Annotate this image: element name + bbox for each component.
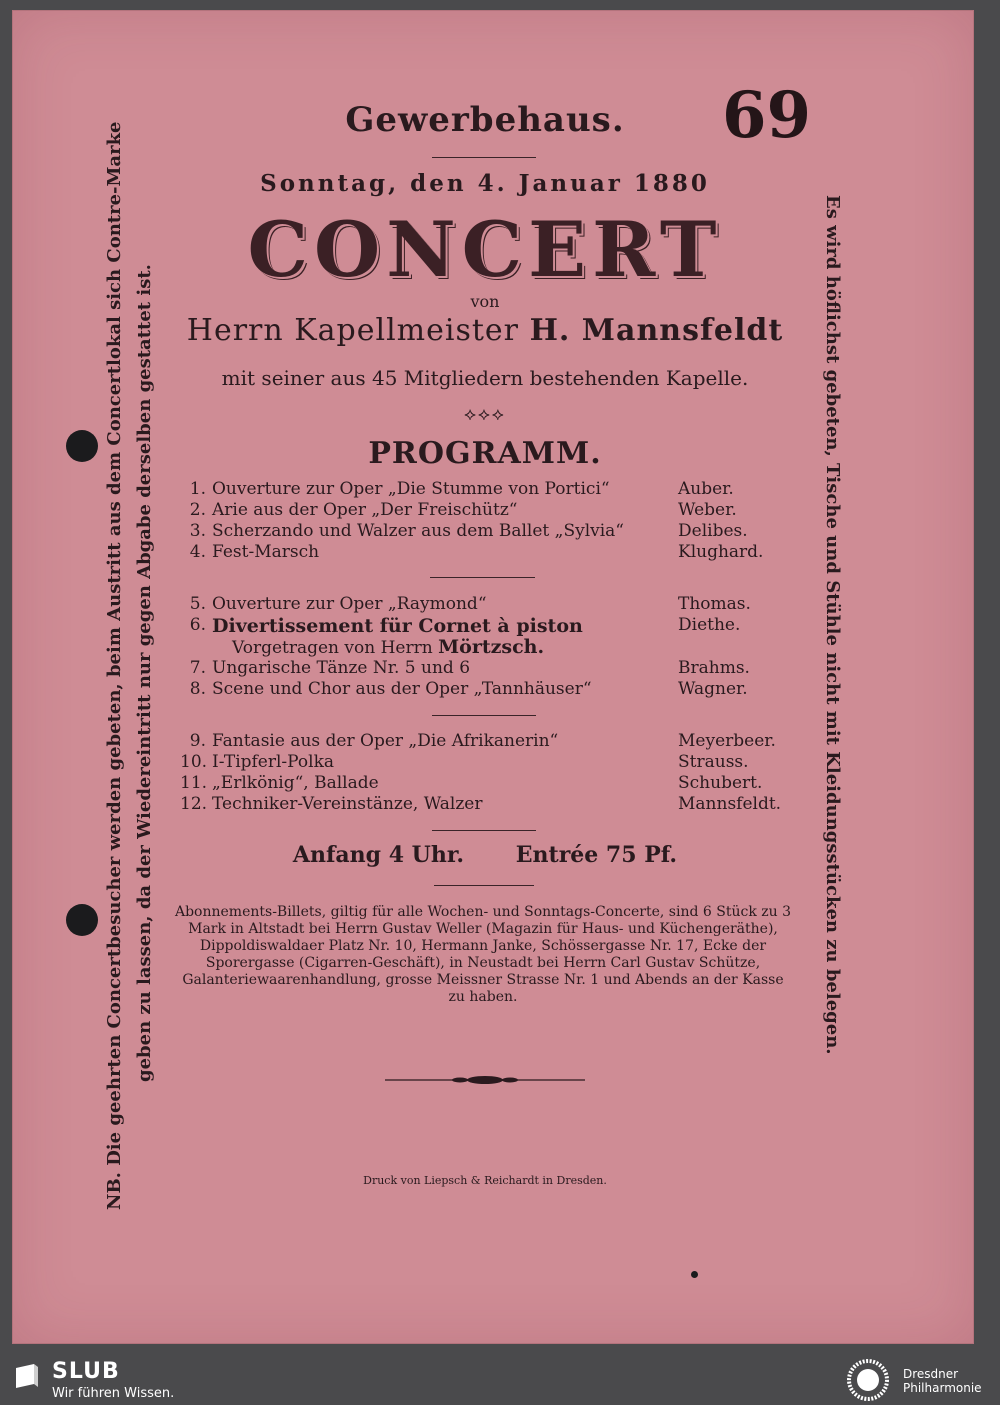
item-title: Ouverture zur Oper „Raymond“ [212, 594, 487, 614]
orchestra-line: mit seiner aus 45 Mitgliedern bestehenden Kapelle. [221, 366, 749, 390]
footer-bar [0, 1355, 1000, 1405]
item-title: Divertissement für Cornet à piston [212, 615, 583, 637]
item-number: 10. [180, 752, 208, 772]
philharmonie-logo-icon [842, 1358, 894, 1402]
concert-date: Sonntag, den 4. Januar 1880 [260, 170, 710, 197]
item-composer: Wagner. [678, 679, 748, 699]
item-number: 6. [189, 615, 206, 635]
subscription-note: Abonnements-Billets, giltig für alle Wochen- und Sonntags-Concerte, sind 6 Stück zu 3 Mark in Altstadt bei Herrn Gustav Weller (Magazin für Haus- und Küchengeräthe), Dippoldiswaldaer Platz Nr. 10, Hermann Janke, Schössergasse Nr. 17, Ecke der Sporergasse (Cigarren-Geschäft), in Neustadt bei Herrn Carl Gustav Schütze, Galanteriewaarenhandlung, grosse Meissner Strasse Nr. 1 und Abends an der Kasse zu haben. [174, 904, 791, 1005]
item-title: Ouverture zur Oper „Die Stumme von Portici“ [212, 479, 610, 499]
program-item [180, 731, 790, 753]
item-composer: Brahms. [678, 658, 750, 678]
entry-price: Entrée 75 Pf. [515, 842, 678, 868]
item-composer: Diethe. [678, 615, 741, 635]
item-number: 4. [189, 542, 206, 562]
item-title: Scene und Chor aus der Oper „Tannhäuser“ [212, 679, 592, 699]
item-title: Ungarische Tänze Nr. 5 und 6 [212, 658, 471, 678]
divider [430, 577, 535, 578]
program-item [180, 542, 790, 564]
printer-credit: Druck von Liepsch & Reichardt in Dresden. [363, 1174, 607, 1187]
bottom-ornament [380, 1070, 590, 1094]
item-number: 9. [189, 731, 206, 751]
venue-title: Gewerbehaus. [345, 100, 625, 140]
programm-title: PROGRAMM. [368, 436, 602, 471]
item-title: I-Tipferl-Polka [212, 752, 335, 772]
divider [432, 157, 536, 158]
program-item [180, 500, 790, 522]
item-composer: Klughard. [678, 542, 764, 562]
slub-logo-icon [14, 1362, 40, 1392]
soloist-name: Mörtzsch. [438, 636, 545, 658]
flourish-icon [380, 1070, 590, 1090]
conductor-prefix: Herrn Kapellmeister [186, 313, 520, 348]
item-composer: Schubert. [678, 773, 763, 793]
item-number: 8. [189, 679, 206, 699]
conductor-name: H. Mannsfeldt [529, 313, 784, 348]
partner-line: Philharmonie [903, 1381, 982, 1395]
program-item [180, 521, 790, 543]
concert-info [160, 842, 810, 868]
ornament-divider: ⟡⟡⟡ [464, 404, 506, 425]
item-composer: Delibes. [678, 521, 748, 541]
soloist-prefix: Vorgetragen von Herrn [232, 638, 433, 658]
item-number: 5. [189, 594, 206, 614]
divider [432, 830, 536, 831]
partner-line: Dresdner [903, 1367, 959, 1381]
program-item [180, 794, 790, 816]
side-note-line: NB. Die geehrten Concertbesucher werden gebeten, beim Austritt aus dem Concertlokal sich Contre-Marke [104, 121, 125, 1210]
item-title: Scherzando und Walzer aus dem Ballet „Sylvia“ [212, 521, 625, 541]
program-number: 69 [722, 78, 812, 153]
side-note-left [100, 80, 160, 1210]
concert-heading: CONCERT [247, 205, 723, 294]
library-tagline: Wir führen Wissen. [52, 1386, 175, 1401]
item-title: Techniker-Vereinstänze, Walzer [212, 794, 483, 814]
item-composer: Strauss. [678, 752, 749, 772]
item-title: Fest-Marsch [212, 542, 320, 562]
punch-hole [66, 430, 98, 462]
library-name: SLUB [52, 1359, 120, 1384]
item-title: Fantasie aus der Oper „Die Afrikanerin“ [212, 731, 559, 751]
item-composer: Mannsfeldt. [678, 794, 782, 814]
item-number: 3. [189, 521, 206, 541]
item-composer: Auber. [678, 479, 734, 499]
partner-name [903, 1367, 982, 1395]
soloist-line [232, 636, 544, 658]
program-item [180, 773, 790, 795]
divider [432, 715, 536, 716]
item-composer: Weber. [678, 500, 737, 520]
item-title: „Erlkönig“, Ballade [212, 773, 379, 793]
conductor-line [160, 313, 810, 348]
divider [434, 885, 534, 886]
program-item [180, 615, 790, 637]
program-item [180, 752, 790, 774]
von-label: von [470, 292, 500, 311]
item-composer: Meyerbeer. [678, 731, 776, 751]
item-number: 1. [189, 479, 206, 499]
punch-hole [66, 904, 98, 936]
program-item [180, 594, 790, 616]
item-number: 12. [180, 794, 208, 814]
item-number: 11. [180, 773, 208, 793]
program-item [180, 658, 790, 680]
side-note-line: geben zu lassen, da der Wiedereintritt nur gegen Abgabe derselben gestattet ist. [134, 264, 155, 1082]
item-composer: Thomas. [678, 594, 751, 614]
program-item [180, 479, 790, 501]
item-number: 7. [189, 658, 206, 678]
program-item [180, 679, 790, 701]
item-title: Arie aus der Oper „Der Freischütz“ [212, 500, 518, 520]
start-time: Anfang 4 Uhr. [292, 842, 465, 868]
side-note-right: Es wird höflichst gebeten, Tische und Stühle nicht mit Kleidungsstücken zu belegen. [822, 195, 843, 1055]
ink-spot [691, 1271, 698, 1278]
item-number: 2. [189, 500, 206, 520]
